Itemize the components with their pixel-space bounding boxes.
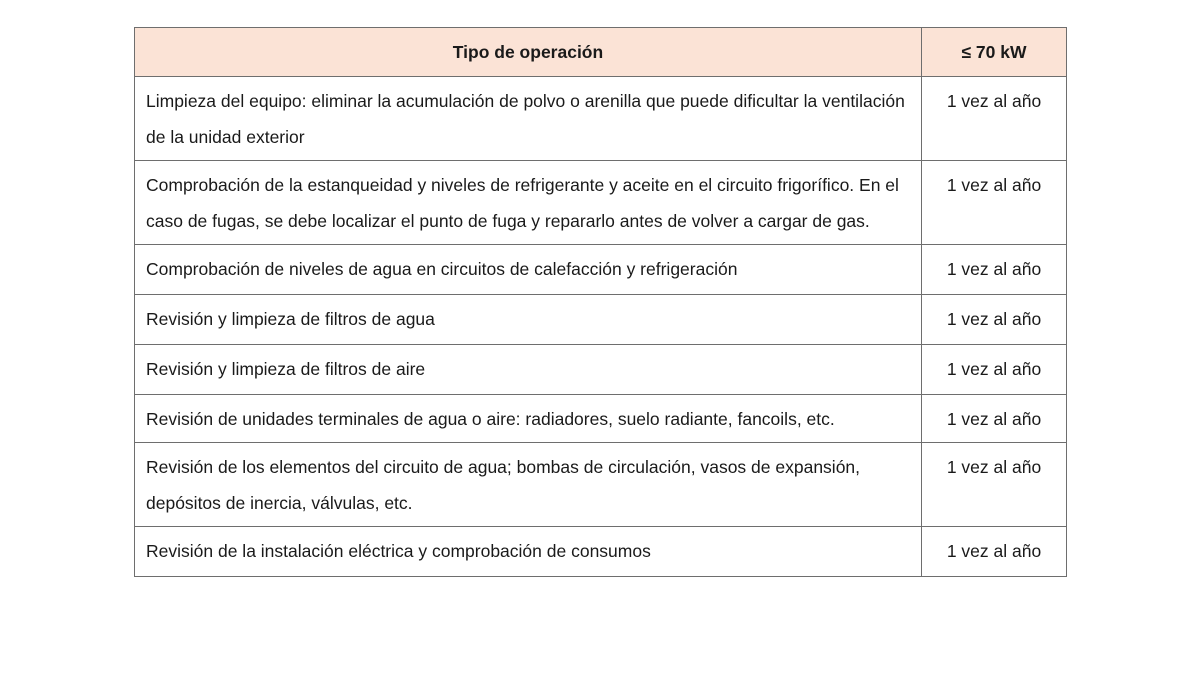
- frequency-cell: 1 vez al año: [922, 77, 1067, 161]
- frequency-cell: 1 vez al año: [922, 345, 1067, 395]
- table-row: [135, 161, 1067, 245]
- operation-cell: Comprobación de niveles de agua en circuitos de calefacción y refrigeración: [135, 245, 922, 295]
- column-header-frequency: ≤ 70 kW: [922, 28, 1067, 77]
- table-row: [135, 77, 1067, 161]
- table-header-row: [135, 28, 1067, 77]
- table-row: [135, 245, 1067, 295]
- frequency-cell: 1 vez al año: [922, 395, 1067, 443]
- table-row: [135, 527, 1067, 577]
- frequency-cell: 1 vez al año: [922, 443, 1067, 527]
- column-header-operation: Tipo de operación: [135, 28, 922, 77]
- operation-cell: Revisión y limpieza de filtros de aire: [135, 345, 922, 395]
- table-row: [135, 395, 1067, 443]
- operation-cell: Revisión de la instalación eléctrica y comprobación de consumos: [135, 527, 922, 577]
- frequency-cell: 1 vez al año: [922, 295, 1067, 345]
- operation-cell: Revisión de unidades terminales de agua o aire: radiadores, suelo radiante, fancoils, etc.: [135, 395, 922, 443]
- frequency-cell: 1 vez al año: [922, 161, 1067, 245]
- operation-cell: Comprobación de la estanqueidad y niveles de refrigerante y aceite en el circuito frigorífico. En el caso de fugas, se debe localizar el punto de fuga y repararlo antes de volver a cargar de gas.: [135, 161, 922, 245]
- operation-cell: Limpieza del equipo: eliminar la acumulación de polvo o arenilla que puede dificultar la ventilación de la unidad exterior: [135, 77, 922, 161]
- operation-cell: Revisión y limpieza de filtros de agua: [135, 295, 922, 345]
- frequency-cell: 1 vez al año: [922, 245, 1067, 295]
- operation-cell: Revisión de los elementos del circuito de agua; bombas de circulación, vasos de expansión, depósitos de inercia, válvulas, etc.: [135, 443, 922, 527]
- table-row: [135, 345, 1067, 395]
- frequency-cell: 1 vez al año: [922, 527, 1067, 577]
- maintenance-table: [134, 27, 1067, 577]
- table-row: [135, 443, 1067, 527]
- table-row: [135, 295, 1067, 345]
